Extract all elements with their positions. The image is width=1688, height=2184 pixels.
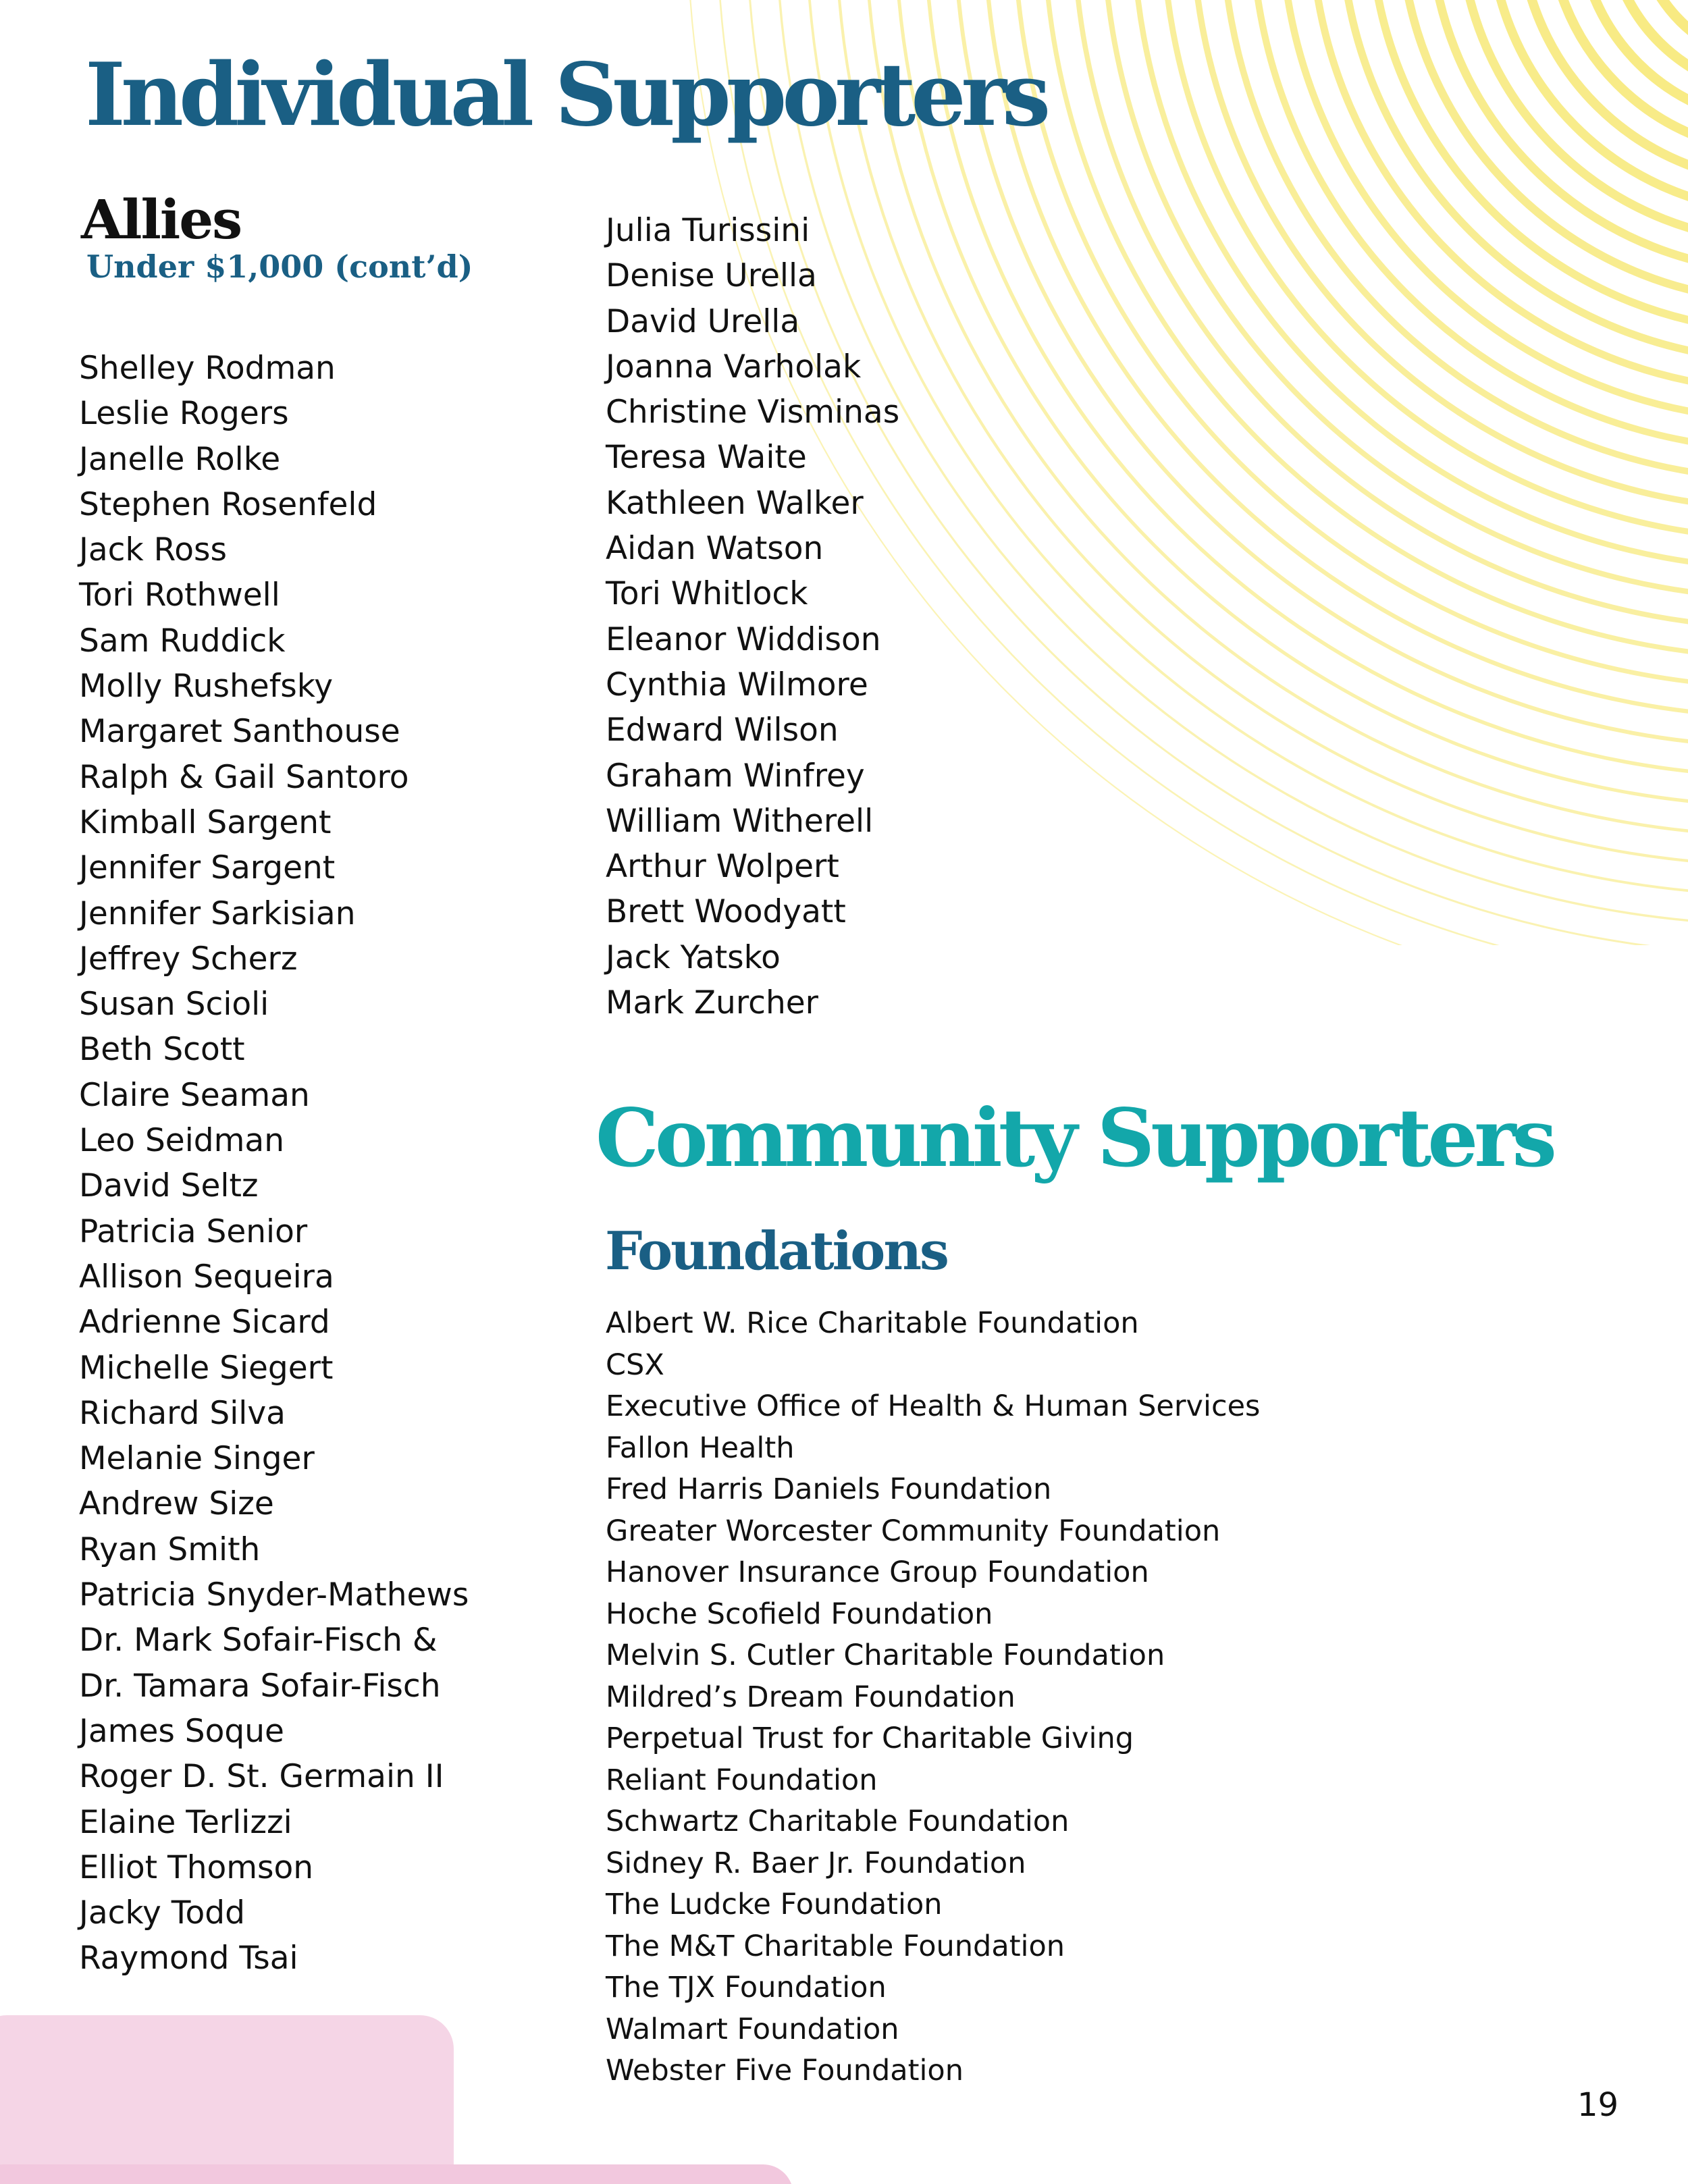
list-item: Leslie Rogers xyxy=(79,395,289,433)
sun-ring xyxy=(1311,0,1688,390)
list-item: Joanna Varholak xyxy=(606,348,862,385)
list-item: Patricia Senior xyxy=(79,1213,308,1250)
list-item: James Soque xyxy=(79,1712,284,1750)
sun-ring xyxy=(1103,0,1688,598)
list-item: Margaret Santhouse xyxy=(79,713,400,751)
list-item: Hoche Scofield Foundation xyxy=(606,1597,993,1631)
sun-ring xyxy=(1579,0,1688,123)
list-item: The Ludcke Foundation xyxy=(606,1888,943,1921)
list-item: Jack Yatsko xyxy=(606,938,781,976)
list-item: Sam Ruddick xyxy=(79,622,286,660)
list-item: Fallon Health xyxy=(606,1431,795,1465)
list-item: Shelley Rodman xyxy=(79,350,336,387)
list-item: Brett Woodyatt xyxy=(606,893,846,931)
sun-ring xyxy=(1074,0,1688,628)
list-item: Fred Harris Daniels Foundation xyxy=(606,1472,1052,1506)
page-title: Individual Supporters xyxy=(85,45,1047,146)
sun-ring xyxy=(1341,0,1688,361)
list-item: Andrew Size xyxy=(79,1485,274,1523)
sun-ring xyxy=(1549,0,1688,153)
list-item: Jacky Todd xyxy=(79,1894,245,1932)
list-item: Allison Sequeira xyxy=(79,1258,334,1296)
list-item: Edward Wilson xyxy=(606,712,839,749)
list-item: Stephen Rosenfeld xyxy=(79,485,377,523)
sun-ring xyxy=(1608,0,1688,93)
list-item: Ralph & Gail Santoro xyxy=(79,758,409,796)
list-item: Schwartz Charitable Foundation xyxy=(606,1805,1070,1838)
list-item: Melanie Singer xyxy=(79,1440,315,1478)
sun-ring xyxy=(1192,0,1688,509)
list-item: Roger D. St. Germain II xyxy=(79,1758,444,1796)
sun-ring xyxy=(1282,0,1688,420)
sun-ring xyxy=(1014,0,1688,687)
list-item: The TJX Foundation xyxy=(606,1971,887,2004)
list-item: Denise Urella xyxy=(606,257,817,295)
list-item: Susan Scioli xyxy=(79,986,269,1023)
sun-ring xyxy=(1400,0,1688,301)
list-item: Kathleen Walker xyxy=(606,484,864,522)
list-item: Jennifer Sarkisian xyxy=(79,895,356,932)
sun-ring xyxy=(1044,0,1688,658)
sun-ring xyxy=(1133,0,1688,568)
sun-ring xyxy=(1163,0,1688,539)
sun-ring xyxy=(1519,0,1688,182)
list-item: Reliant Foundation xyxy=(606,1763,878,1797)
sun-ring xyxy=(1222,0,1688,479)
list-item: Hanover Insurance Group Foundation xyxy=(606,1555,1149,1589)
foundations-heading: Foundations xyxy=(605,1221,947,1282)
sun-ring xyxy=(1460,0,1688,242)
allies-subheading: Under $1,000 (cont’d) xyxy=(86,248,473,285)
list-item: Elaine Terlizzi xyxy=(79,1803,292,1841)
list-item: Leo Seidman xyxy=(79,1122,284,1160)
allies-list-right xyxy=(606,208,899,1026)
sun-ring xyxy=(984,0,1688,717)
list-item: David Urella xyxy=(606,302,800,340)
list-item: Kimball Sargent xyxy=(79,803,332,841)
list-item: Tori Whitlock xyxy=(606,575,808,613)
list-item: Jennifer Sargent xyxy=(79,849,336,887)
list-item: Walmart Foundation xyxy=(606,2012,899,2046)
sun-ring xyxy=(1489,0,1688,212)
list-item: Melvin S. Cutler Charitable Foundation xyxy=(606,1639,1165,1672)
list-item: Christine Visminas xyxy=(606,394,900,431)
list-item: Beth Scott xyxy=(79,1031,245,1069)
list-item: CSX xyxy=(606,1348,664,1382)
list-item: Webster Five Foundation xyxy=(606,2054,964,2087)
list-item: Jack Ross xyxy=(79,531,227,569)
sun-ring xyxy=(955,0,1688,747)
foundations-list xyxy=(606,1303,1260,2092)
list-item: Molly Rushefsky xyxy=(79,668,334,705)
list-item: The M&T Charitable Foundation xyxy=(606,1929,1065,1963)
list-item: David Seltz xyxy=(79,1167,259,1205)
community-supporters-title: Community Supporters xyxy=(596,1091,1553,1185)
list-item: Elliot Thomson xyxy=(79,1848,314,1886)
list-item: Albert W. Rice Charitable Foundation xyxy=(606,1306,1139,1340)
sun-ring xyxy=(1252,0,1688,450)
allies-heading: Allies xyxy=(81,188,242,251)
list-item: Executive Office of Health & Human Services xyxy=(606,1389,1261,1423)
list-item: Graham Winfrey xyxy=(606,757,865,795)
list-item: Raymond Tsai xyxy=(79,1940,298,1977)
list-item: Mildred’s Dream Foundation xyxy=(606,1680,1016,1714)
list-item: Janelle Rolke xyxy=(79,440,281,478)
list-item: Perpetual Trust for Charitable Giving xyxy=(606,1722,1134,1755)
list-item: Teresa Waite xyxy=(606,439,807,477)
list-item: Greater Worcester Community Foundation xyxy=(606,1514,1221,1548)
sun-ring xyxy=(1371,0,1688,331)
list-item: Adrienne Sicard xyxy=(79,1304,330,1341)
list-item: Dr. Mark Sofair-Fisch & xyxy=(79,1622,438,1659)
pink-decoration-shape xyxy=(0,2015,454,2184)
list-item: Eleanor Widdison xyxy=(606,620,881,658)
pink-decoration-band xyxy=(0,2164,793,2184)
list-item: Tori Rothwell xyxy=(79,577,280,614)
list-item: William Witherell xyxy=(606,802,874,840)
list-item: Dr. Tamara Sofair-Fisch xyxy=(79,1667,441,1705)
sun-ring xyxy=(1668,0,1688,34)
list-item: Michelle Siegert xyxy=(79,1349,334,1387)
list-item: Julia Turissini xyxy=(606,212,810,249)
allies-list-left xyxy=(79,346,469,1981)
list-item: Arthur Wolpert xyxy=(606,848,839,886)
sun-ring xyxy=(1638,0,1688,63)
list-item: Aidan Watson xyxy=(606,530,824,568)
list-item: Jeffrey Scherz xyxy=(79,940,298,978)
list-item: Ryan Smith xyxy=(79,1530,261,1568)
list-item: Mark Zurcher xyxy=(606,984,818,1022)
page-number: 19 xyxy=(1577,2086,1619,2124)
list-item: Claire Seaman xyxy=(79,1076,310,1114)
list-item: Cynthia Wilmore xyxy=(606,666,868,703)
list-item: Sidney R. Baer Jr. Foundation xyxy=(606,1846,1026,1880)
list-item: Richard Silva xyxy=(79,1394,286,1432)
sun-ring xyxy=(1430,0,1688,271)
list-item: Patricia Snyder-Mathews xyxy=(79,1576,469,1614)
